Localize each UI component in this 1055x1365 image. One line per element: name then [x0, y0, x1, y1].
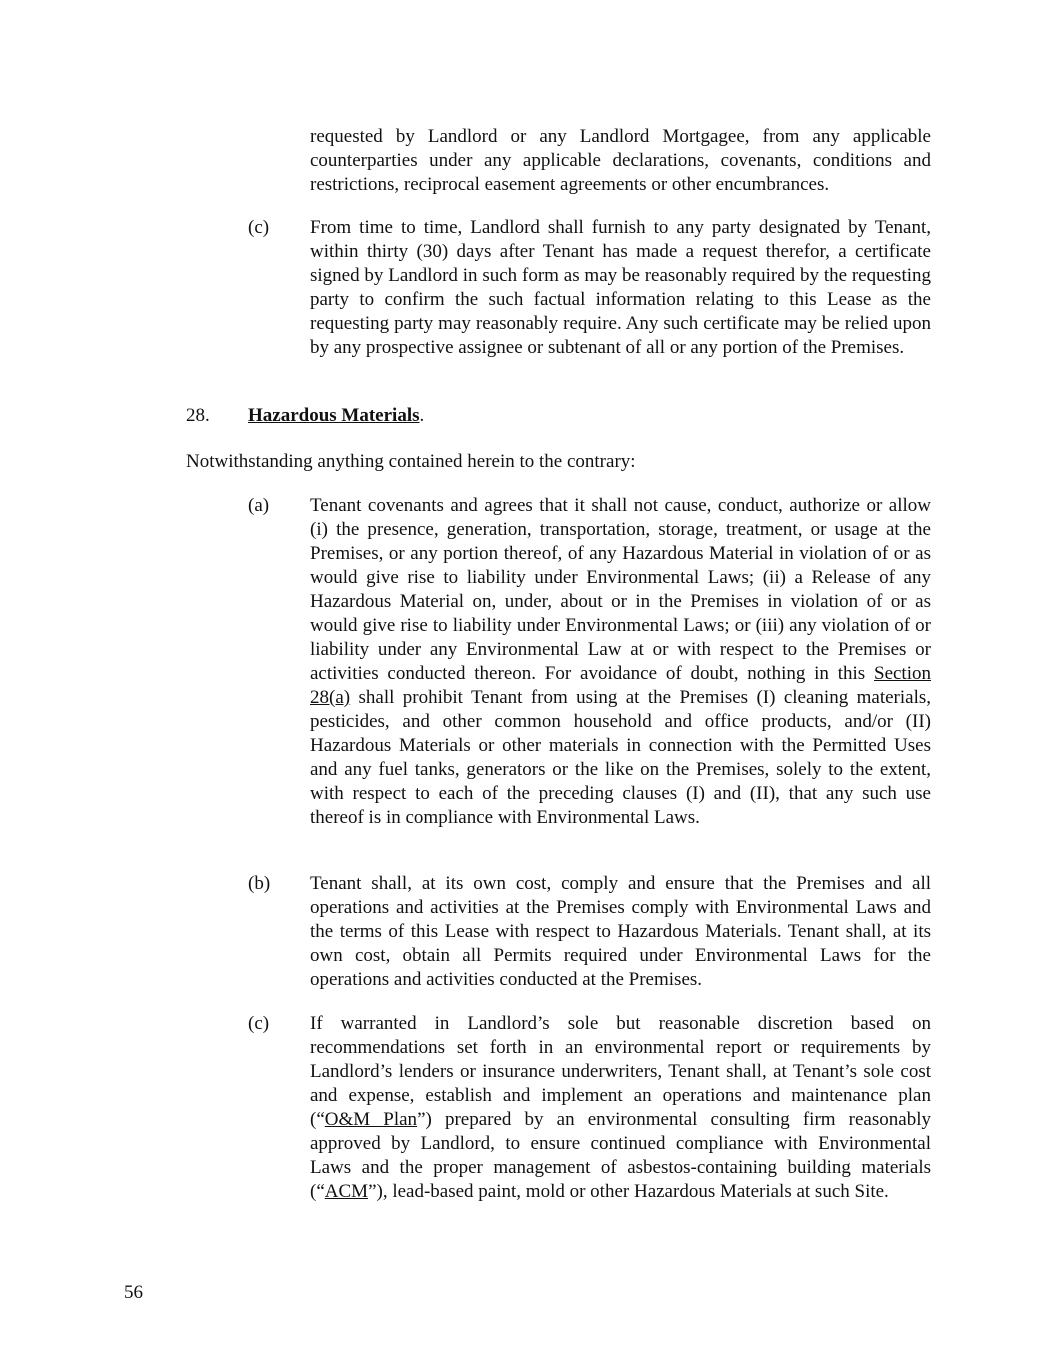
clause-28c-text-2: ”) prepared by an environmental consulting firm reasonably approved by Landlord, to ensure continued compliance with Environmental Laws and the proper management of asbestos-containing building materials (“: [310, 1109, 931, 1202]
clause-27c-label: (c): [248, 217, 270, 238]
clause-28c-text-3: ”), lead-based paint, mold or other Hazardous Materials at such Site.: [368, 1181, 889, 1202]
clause-27c-paragraph: [310, 216, 931, 360]
section-28-number: 28.: [186, 405, 210, 426]
clause-28a-label: (a): [248, 495, 270, 516]
clause-28c-text-1: If warranted in Landlord’s sole but reasonable discretion based on recommendations set forth in an environmental report or requirements by Landlord’s lenders or insurance underwriters, Tenant shall, at Tenant’s sole cost and expense, establish and implement an operations and maintenance plan (“: [310, 1013, 931, 1130]
clause-28b-text: Tenant shall, at its own cost, comply and ensure that the Premises and all operations and activities at the Premises comply with Environmental Laws and the terms of this Lease with respect to Hazardous Materials. Tenant shall, at its own cost, obtain all Permits required under Environmental Laws for the operations and activities conducted at the Premises.: [310, 873, 931, 990]
om-plan-defined-term: O&M Plan: [324, 1109, 418, 1130]
continuation-text: requested by Landlord or any Landlord Mortgagee, from any applicable counterparties under any applicable declarations, covenants, conditions and restrictions, reciprocal easement agreements or other encumbrances.: [310, 126, 931, 195]
continuation-paragraph: [310, 125, 931, 197]
clause-28c-label: (c): [248, 1013, 270, 1034]
clause-28b-label: (b): [248, 873, 271, 894]
clause-27c-text: From time to time, Landlord shall furnish to any party designated by Tenant, within thirty (30) days after Tenant has made a request therefor, a certificate signed by Landlord in such form as may be reasonably required by the requesting party to confirm the such factual information relating to this Lease as the requesting party may reasonably require. Any such certificate may be relied upon by any prospective assignee or subtenant of all or any portion of the Premises.: [310, 217, 931, 358]
acm-defined-term: ACM: [324, 1181, 369, 1202]
clause-28c-paragraph: [310, 1012, 931, 1204]
clause-28a-paragraph: [310, 494, 931, 830]
section-28-intro: Notwithstanding anything contained herein to the contrary:: [186, 451, 636, 472]
clause-28b-paragraph: [310, 872, 931, 992]
page-number: 56: [124, 1282, 143, 1303]
section-28-title: Hazardous Materials: [248, 405, 420, 426]
section-28-title-period: .: [419, 405, 425, 426]
clause-28a-text-1: Tenant covenants and agrees that it shall not cause, conduct, authorize or allow (i) the presence, generation, transportation, storage, treatment, or usage at the Premises, or any portion thereof, of any Hazardous Material in violation of or as would give rise to liability under Environmental Laws; (ii) a Release of any Hazardous Material on, under, about or in the Premises in violation of or as would give rise to liability under Environmental Laws; or (iii) any violation of or liability under any Environmental Law at or with respect to the Premises or activities conducted thereon. For avoidance of doubt, nothing in this: [310, 495, 931, 684]
clause-28a-text-2: shall prohibit Tenant from using at the Premises (I) cleaning materials, pesticides, and other common household and office products, and/or (II) Hazardous Materials or other materials in connection with the Permitted Uses and any fuel tanks, generators or the like on the Premises, solely to the extent, with respect to each of the preceding clauses (I) and (II), that any such use thereof is in compliance with Environmental Laws.: [310, 687, 931, 828]
section-28-heading: [248, 404, 424, 428]
section-28a-reference: Section 28(a): [310, 663, 931, 708]
